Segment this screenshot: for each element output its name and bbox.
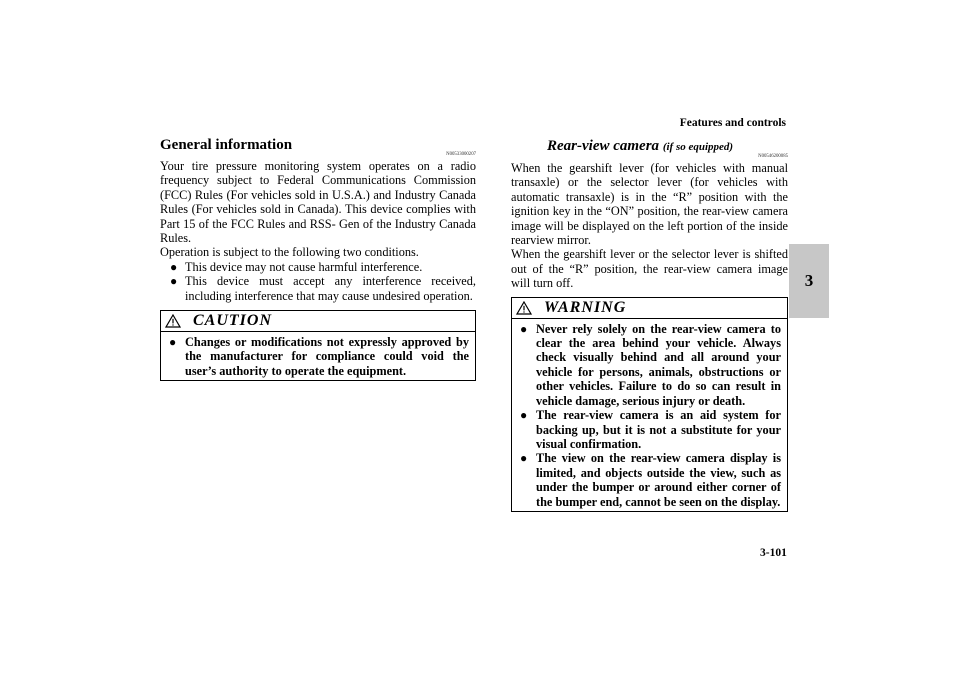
condition-list — [160, 260, 476, 303]
warning-label: WARNING — [544, 298, 627, 316]
list-item: ● This device may not cause harmful interference. — [170, 259, 423, 274]
bullet-icon: ● — [170, 274, 178, 289]
warning-triangle-icon — [516, 301, 532, 315]
chapter-tab — [789, 244, 829, 318]
bullet-icon: ● — [170, 259, 178, 274]
list-item: ● The view on the rear-view camera display is limited, and objects outside the view, such as under the bumper or around either corner of the bumper end, cannot be seen on the display. — [520, 451, 781, 509]
warning-list — [512, 322, 781, 509]
section-code: N00546200085 — [758, 154, 788, 159]
section-title-general-information: General information — [160, 137, 293, 153]
warning-header — [512, 298, 787, 319]
section-code: N00533000207 — [446, 152, 476, 157]
page-number: 3-101 — [760, 547, 787, 559]
list-item: ● Never rely solely on the rear-view camera to clear the area behind your vehicle. Always check visually behind and all around your vehicle for persons, animals, obstructions or other vehicles. Failure to do so can result in vehicle damage, serious injury or death. — [520, 321, 781, 408]
warning-box — [511, 297, 788, 512]
body-paragraph: Operation is subject to the following two conditions. — [160, 245, 419, 260]
left-column — [160, 136, 476, 381]
list-item: ● The rear-view camera is an aid system for backing up, but it is not a substitute for your visual confirmation. — [520, 408, 781, 451]
bullet-icon: ● — [520, 451, 528, 466]
caution-label: CAUTION — [193, 312, 273, 330]
body-paragraph: When the gearshift lever (for vehicles with manual transaxle) or the selector lever (for vehicles with automatic transaxle) is in the “R” position with the ignition key in the “ON” position, the rear-view camera image will be displayed on the left portion of the inside rearview mirror. — [511, 161, 788, 248]
body-paragraph: Your tire pressure monitoring system operates on a radio frequency subject to Federal Communications Commission (FCC) Rules (For vehicles sold in U.S.A.) and Industry Canada Rules (For vehicles sold in Canada). This device complies with Part 15 of the FCC Rules and RSS- Gen of the Industry Canada Rules. — [160, 159, 476, 246]
list-item: ● Changes or modifications not expressly approved by the manufacturer for compliance could void the user’s authority to operate the equipment. — [169, 335, 469, 378]
right-column — [511, 137, 788, 512]
bullet-icon: ● — [520, 321, 528, 336]
warning-triangle-icon — [165, 314, 181, 328]
caution-body — [161, 332, 475, 380]
body-paragraph: When the gearshift lever or the selector lever is shifted out of the “R” position, the rear-view camera image will turn off. — [511, 247, 788, 291]
running-header: Features and controls — [679, 117, 786, 129]
section-title-rear-view-camera: Rear-view camera (if so equipped) — [547, 138, 734, 154]
list-item: ● This device must accept any interference received, including interference that may cause undesired operation. — [170, 274, 476, 303]
bullet-icon: ● — [520, 408, 528, 423]
caution-header — [161, 311, 475, 332]
caution-list — [161, 335, 469, 378]
caution-box — [160, 310, 476, 381]
warning-body — [512, 319, 787, 511]
chapter-number: 3 — [804, 271, 814, 290]
section-subtitle: (if so equipped) — [662, 141, 734, 153]
bullet-icon: ● — [169, 335, 177, 350]
